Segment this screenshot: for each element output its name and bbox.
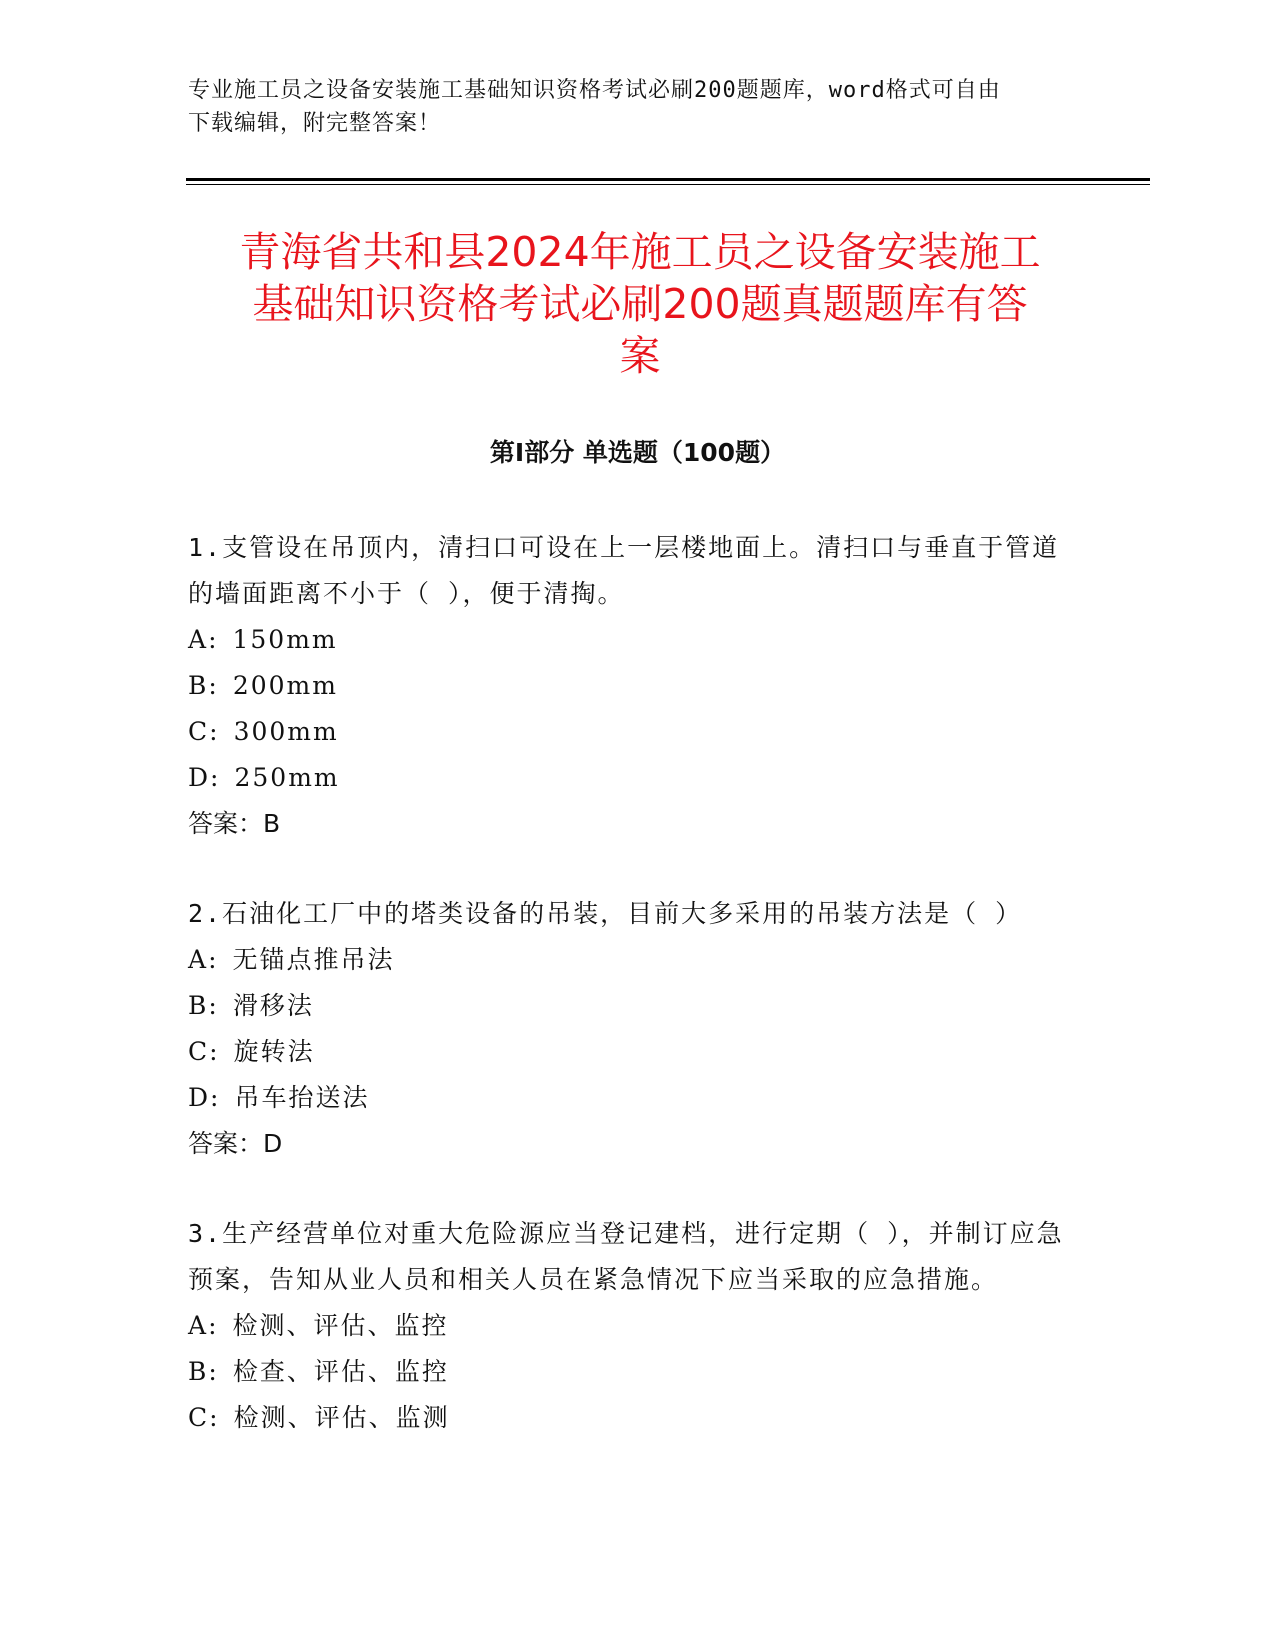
option-text: 250mm [234, 763, 340, 792]
question-list [188, 525, 1068, 1485]
option-key: B [188, 991, 209, 1020]
header-divider-thick [186, 178, 1150, 181]
option-separator: : [208, 625, 219, 654]
question-stem: 2.石油化工厂中的塔类设备的吊装，目前大多采用的吊装方法是（ ） [188, 899, 1023, 928]
option-text: 滑移法 [232, 991, 314, 1020]
option-b [188, 983, 1068, 1029]
option-text: 200mm [232, 671, 338, 700]
question-stem: 1.支管设在吊顶内，清扫口可设在上一层楼地面上。清扫口与垂直于管道的墙面距离不小于（ ），便于清掏。 [188, 533, 1060, 608]
option-a [188, 617, 1068, 663]
option-a [188, 1303, 1068, 1349]
option-separator: : [208, 671, 219, 700]
option-key: D [188, 763, 211, 792]
option-separator: : [210, 1083, 221, 1112]
option-b [188, 1349, 1068, 1395]
option-d [188, 755, 1068, 801]
option-key: B [188, 671, 209, 700]
option-key: C [188, 1403, 210, 1432]
option-key: A [188, 1311, 209, 1340]
option-separator: : [208, 991, 219, 1020]
option-separator: : [208, 945, 219, 974]
option-key: B [188, 1357, 209, 1386]
option-d [188, 1075, 1068, 1121]
answer-line: 答案：B [188, 809, 281, 838]
option-c [188, 1029, 1068, 1075]
header-note [188, 74, 1088, 140]
option-c [188, 1395, 1068, 1441]
title-line-1: 青海省共和县2024年施工员之设备安装施工 [239, 228, 1041, 276]
option-separator: : [208, 1311, 219, 1340]
header-note-line-1: 专业施工员之设备安装施工基础知识资格考试必刷200题题库，word格式可自由 [188, 78, 1001, 103]
option-key: D [188, 1083, 211, 1112]
option-separator: : [210, 763, 221, 792]
option-separator: : [209, 1037, 220, 1066]
option-text: 150mm [232, 625, 338, 654]
option-key: A [188, 625, 209, 654]
question-item [188, 525, 1068, 847]
option-text: 检测、评估、监控 [232, 1311, 449, 1340]
document-title [180, 226, 1100, 382]
title-line-2: 基础知识资格考试必刷200题真题题库有答 [252, 280, 1028, 328]
option-separator: : [209, 1403, 220, 1432]
option-text: 检查、评估、监控 [232, 1357, 449, 1386]
option-text: 检测、评估、监测 [233, 1403, 450, 1432]
option-key: A [188, 945, 209, 974]
option-b [188, 663, 1068, 709]
title-line-3: 案 [619, 332, 661, 380]
option-separator: : [209, 717, 220, 746]
header-note-line-2: 下载编辑，附完整答案！ [188, 111, 442, 136]
option-text: 无锚点推吊法 [232, 945, 395, 974]
question-item [188, 891, 1068, 1167]
option-separator: : [208, 1357, 219, 1386]
question-stem: 3.生产经营单位对重大危险源应当登记建档，进行定期（ ），并制订应急预案，告知从业人员和相关人员在紧急情况下应当采取的应急措施。 [188, 1219, 1064, 1294]
answer-line: 答案：D [188, 1129, 283, 1158]
section-heading: 第Ⅰ部分 单选题（100题） [489, 438, 786, 467]
header-divider-thin [186, 184, 1150, 185]
option-text: 300mm [233, 717, 339, 746]
option-key: C [188, 717, 210, 746]
option-text: 吊车抬送法 [234, 1083, 370, 1112]
question-item [188, 1211, 1068, 1441]
option-text: 旋转法 [233, 1037, 315, 1066]
option-key: C [188, 1037, 210, 1066]
option-a [188, 937, 1068, 983]
option-c [188, 709, 1068, 755]
